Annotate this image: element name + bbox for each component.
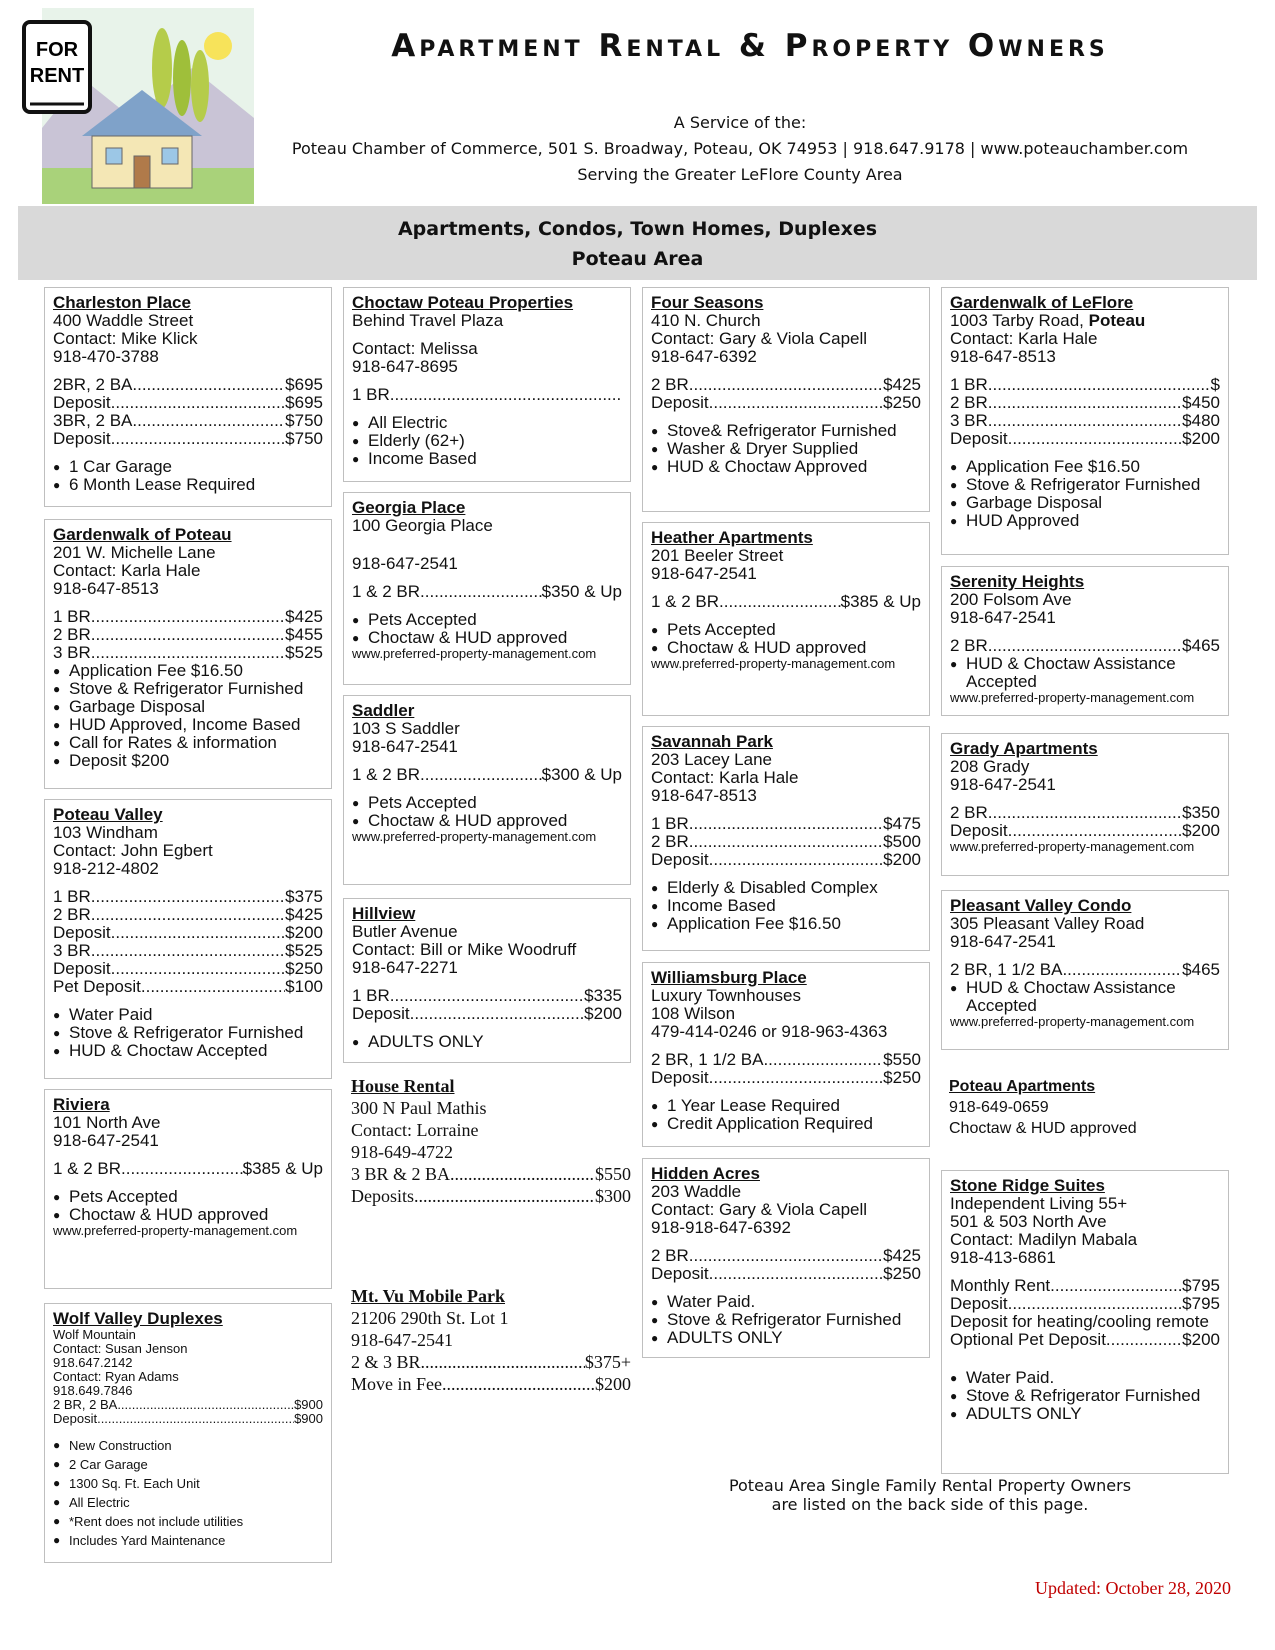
listing-heather [642, 522, 930, 716]
listing-name: Georgia Place [352, 498, 466, 517]
price-row: Deposit ..... $900 [53, 1412, 323, 1426]
price-row: 1 & 2 BR ..... $385 & Up [651, 593, 921, 611]
listing-poteau-apartments [949, 1078, 1229, 1138]
listing-address: 305 Pleasant Valley Road [950, 914, 1145, 933]
listing-contact: Contact: Madilyn Mabala [950, 1230, 1138, 1249]
listing-address: 203 Lacey Lane [651, 750, 772, 769]
feature-list: ● Pets Accepted ● Choctaw & HUD approved [53, 1188, 323, 1224]
listing-address: 21206 290th St. Lot 1 [351, 1308, 509, 1328]
feature-list: ● 1 Car Garage ● 6 Month Lease Required [53, 458, 323, 494]
feature-list: ● Water Paid ● Stove & Refrigerator Furnished ● HUD & Choctaw Accepted [53, 1006, 323, 1060]
listing-name: Charleston Place [53, 293, 191, 312]
website-link[interactable]: www.preferred-property-management.com [352, 646, 597, 661]
price-row: 3BR, 2 BA ..... $750 [53, 412, 323, 430]
listing-address: 400 Waddle Street [53, 311, 194, 330]
listing-poteau-valley [44, 799, 332, 1079]
listing-name: Serenity Heights [950, 572, 1085, 591]
logo-for-text: FOR [35, 39, 79, 61]
listing-choctaw-poteau [343, 287, 631, 482]
price-row: Deposit ..... $250 [651, 394, 921, 412]
listing-phone: 479-414-0246 or 918-963-4363 [651, 1022, 888, 1041]
remote-deposit: Deposit for heating/cooling remote [950, 1312, 1209, 1331]
website-link[interactable]: www.preferred-property-management.com [950, 1014, 1195, 1029]
price-row: 2 BR ..... $500 [651, 833, 921, 851]
listing-contact: Contact: Ryan Adams [53, 1369, 179, 1384]
listing-pleasant-valley [941, 890, 1229, 1050]
feature-list: ● Pets Accepted ● Choctaw & HUD approved [352, 611, 622, 647]
listing-phone: 918-647-8513 [950, 347, 1056, 366]
feature-list: ● HUD & Choctaw Assistance Accepted [950, 979, 1220, 1015]
listing-name: Hillview [352, 904, 416, 923]
feature-list: ● Application Fee $16.50 ● Stove & Refrigerator Furnished ● Garbage Disposal ● HUD Approved, Income Based ● Call for Rates & information ● Deposit $200 [53, 662, 323, 770]
serving-area: Serving the Greater LeFlore County Area [577, 165, 903, 184]
price-row: 2 BR, 1 1/2 BA ..... $465 [950, 961, 1220, 979]
logo-rent-text: RENT [29, 65, 85, 87]
price-row: 3 BR ..... $480 [950, 412, 1220, 430]
listing-phone: 918-649-4722 [351, 1142, 453, 1162]
price-row: 1 BR ..... [352, 386, 622, 404]
price-row: Pet Deposit ..... $100 [53, 978, 323, 996]
listing-charleston [44, 287, 332, 507]
listing-name: Savannah Park [651, 732, 773, 751]
section-title: Apartments, Condos, Town Homes, Duplexes [397, 218, 878, 240]
website-link[interactable]: www.preferred-property-management.com [53, 1223, 298, 1238]
listing-contact: Contact: Bill or Mike Woodruff [352, 940, 577, 959]
listing-address: Luxury Townhouses [651, 986, 801, 1005]
listing-phone: 918-918-647-6392 [651, 1218, 791, 1237]
listing-contact: Contact: Melissa [352, 339, 478, 358]
price-row: Deposit ..... $795 [950, 1295, 1220, 1313]
listing-name: Hidden Acres [651, 1164, 760, 1183]
listing-name: Heather Apartments [651, 528, 813, 547]
listing-riviera [44, 1089, 332, 1289]
listing-name: Saddler [352, 701, 415, 720]
listing-name: Poteau Valley [53, 805, 163, 824]
listing-four-seasons [642, 287, 930, 512]
website-link[interactable]: www.preferred-property-management.com [651, 656, 896, 671]
price-row: 2 BR, 2 BA ..... $900 [53, 1398, 323, 1412]
listing-hidden-acres [642, 1158, 930, 1358]
listing-address: 208 Grady [950, 757, 1030, 776]
listing-phone: 918-647-2541 [950, 932, 1056, 951]
listing-name: Williamsburg Place [651, 968, 807, 987]
listing-phone: 918-647-8513 [53, 579, 159, 598]
listing-note: Choctaw & HUD approved [949, 1120, 1137, 1137]
price-row: 1 & 2 BR ..... $350 & Up [352, 583, 622, 601]
feature-list: ● ADULTS ONLY [352, 1033, 622, 1051]
listing-address: Behind Travel Plaza [352, 311, 504, 330]
price-row: Deposit ..... $750 [53, 430, 323, 448]
price-row: Deposits ..... $300 [351, 1185, 631, 1207]
listing-gardenwalk-leflore [941, 287, 1229, 555]
listing-mt-vu [351, 1285, 631, 1395]
listing-address: 103 S Saddler [352, 719, 460, 738]
price-row: 2 BR ..... $425 [53, 906, 323, 924]
service-of: A Service of the: [673, 113, 807, 132]
price-row: 1 BR ..... $375 [53, 888, 323, 906]
feature-list: ● All Electric ● Elderly (62+) ● Income Based [352, 414, 622, 468]
listing-contact: Contact: Gary & Viola Capell [651, 329, 868, 348]
listing-contact: Contact: Karla Hale [651, 768, 799, 787]
price-row: 3 BR ..... $525 [53, 644, 323, 662]
price-row: 1 BR ..... $425 [53, 608, 323, 626]
listing-contact: Contact: Susan Jenson [53, 1341, 188, 1356]
price-row: 2 & 3 BR ..... $375+ [351, 1351, 631, 1373]
listing-phone: 918.649.7846 [53, 1383, 133, 1398]
updated-date: Updated: October 28, 2020 [1035, 1578, 1231, 1598]
listing-phone: 918-212-4802 [53, 859, 159, 878]
price-row: Move in Fee ..... $200 [351, 1373, 631, 1395]
price-row: Deposit ..... $200 [53, 924, 323, 942]
price-row: 2 BR, 1 1/2 BA ..... $550 [651, 1051, 921, 1069]
listing-name: Mt. Vu Mobile Park [351, 1286, 506, 1306]
listing-address: Independent Living 55+ [950, 1194, 1128, 1213]
feature-list: ● Elderly & Disabled Complex ● Income Based ● Application Fee $16.50 [651, 879, 921, 933]
listing-address: 203 Waddle [651, 1182, 742, 1201]
listing-street: 501 & 503 North Ave [950, 1212, 1107, 1231]
listing-phone: 918-647-2541 [651, 564, 757, 583]
listing-address: 103 Windham [53, 823, 158, 842]
feature-list: ● 1 Year Lease Required ● Credit Application Required [651, 1097, 921, 1133]
listing-phone: 918-647-8513 [651, 786, 757, 805]
listing-address: 300 N Paul Mathis [351, 1098, 487, 1118]
listing-name: Pleasant Valley Condo [950, 896, 1132, 915]
website-link[interactable]: www.preferred-property-management.com [950, 690, 1195, 705]
back-side-note [700, 1476, 1160, 1514]
price-row: 2 BR ..... $350 [950, 804, 1220, 822]
listing-gardenwalk-poteau [44, 519, 332, 789]
listing-contact: Contact: Karla Hale [950, 329, 1098, 348]
price-row: 1 BR ..... $ [950, 376, 1220, 394]
website-link[interactable]: www.preferred-property-management.com [950, 839, 1195, 854]
service-block [260, 110, 1220, 188]
listing-grady [941, 733, 1229, 876]
listing-contact: Contact: Lorraine [351, 1120, 479, 1140]
listing-name: Gardenwalk of Poteau [53, 525, 232, 544]
listing-name: House Rental [351, 1076, 455, 1096]
listing-address: 410 N. Church [651, 311, 761, 330]
listing-phone: 918-647-2541 [352, 737, 458, 756]
listing-address: 200 Folsom Ave [950, 590, 1072, 609]
listing-address: 101 North Ave [53, 1113, 161, 1132]
listing-name: Grady Apartments [950, 739, 1098, 758]
listing-contact: Contact: Karla Hale [53, 561, 201, 580]
listing-address: Wolf Mountain [53, 1327, 136, 1342]
listing-name: Wolf Valley Duplexes [53, 1309, 223, 1328]
listing-name: Choctaw Poteau Properties [352, 293, 574, 312]
listing-wolf-valley [44, 1303, 332, 1563]
listing-phone: 918-647-2541 [53, 1131, 159, 1150]
listing-williamsburg [642, 962, 930, 1147]
listing-phone: 918-647-2541 [950, 608, 1056, 627]
house-illustration [22, 8, 254, 204]
listing-name: Stone Ridge Suites [950, 1176, 1105, 1195]
feature-list: ● Stove& Refrigerator Furnished ● Washer & Dryer Supplied ● HUD & Choctaw Approved [651, 422, 921, 476]
feature-list: ● New Construction ● 2 Car Garage ● 1300 Sq. Ft. Each Unit ● All Electric ● *Rent does not include utilities ● Includes Yard Maintenance [53, 1436, 323, 1550]
price-row: 3 BR & 2 BA ..... $550 [351, 1163, 631, 1185]
feature-list: ● Water Paid. ● Stove & Refrigerator Furnished ● ADULTS ONLY [950, 1369, 1220, 1423]
listing-address: 201 Beeler Street [651, 546, 784, 565]
price-row: 2 BR ..... $465 [950, 637, 1220, 655]
price-row: 2 BR ..... $455 [53, 626, 323, 644]
listing-saddler [343, 695, 631, 885]
listing-address: 1003 Tarby Road, Poteau [950, 311, 1146, 330]
price-row: Optional Pet Deposit ..... $200 [950, 1331, 1220, 1349]
listing-phone: 918-647-2541 [351, 1330, 453, 1350]
listing-street: 108 Wilson [651, 1004, 736, 1023]
for-rent-logo [22, 8, 254, 204]
back-side-note-line2: are listed on the back side of this page. [771, 1495, 1089, 1514]
listing-contact: Contact: John Egbert [53, 841, 213, 860]
listing-hillview [343, 898, 631, 1063]
chamber-info: Poteau Chamber of Commerce, 501 S. Broadway, Poteau, OK 74953 | 918.647.9178 | www.poteauchamber.com [291, 139, 1189, 158]
listing-phone: 918-647-2541 [950, 775, 1056, 794]
price-row: 2 BR ..... $450 [950, 394, 1220, 412]
listing-address: 100 Georgia Place [352, 516, 493, 535]
price-row: 2BR, 2 BA ..... $695 [53, 376, 323, 394]
price-row: Deposit ..... $695 [53, 394, 323, 412]
price-row: Deposit ..... $250 [651, 1069, 921, 1087]
listing-phone: 918.647.2142 [53, 1355, 133, 1370]
listing-phone: 918-647-2541 [352, 554, 458, 573]
price-row: 1 & 2 BR ..... $300 & Up [352, 766, 622, 784]
listing-phone: 918-649-0659 [949, 1099, 1049, 1116]
feature-list: ● Pets Accepted ● Choctaw & HUD approved [352, 794, 622, 830]
listing-stone-ridge [941, 1170, 1229, 1474]
listing-phone: 918-647-6392 [651, 347, 757, 366]
listing-contact: Contact: Gary & Viola Capell [651, 1200, 868, 1219]
price-row: 2 BR ..... $425 [651, 1247, 921, 1265]
listing-phone: 918-413-6861 [950, 1248, 1056, 1267]
back-side-note-line1: Poteau Area Single Family Rental Property Owners [728, 1476, 1132, 1495]
listing-name: Gardenwalk of LeFlore [950, 293, 1134, 312]
listing-address: Butler Avenue [352, 922, 458, 941]
listing-serenity [941, 566, 1229, 716]
feature-list: ● Pets Accepted ● Choctaw & HUD approved [651, 621, 921, 657]
price-row: 2 BR ..... $425 [651, 376, 921, 394]
feature-list: ● Application Fee $16.50 ● Stove & Refrigerator Furnished ● Garbage Disposal ● HUD Approved [950, 458, 1220, 530]
page-title: Apartment Rental & Property Owners [391, 28, 1109, 64]
feature-list: ● Water Paid. ● Stove & Refrigerator Furnished ● ADULTS ONLY [651, 1293, 921, 1347]
listing-name: Four Seasons [651, 293, 764, 312]
listing-name: Riviera [53, 1095, 110, 1114]
listing-georgia [343, 492, 631, 685]
price-row: Deposit ..... $200 [651, 851, 921, 869]
listing-house-rental [351, 1075, 631, 1207]
website-link[interactable]: www.preferred-property-management.com [352, 829, 597, 844]
price-row: 3 BR ..... $525 [53, 942, 323, 960]
price-row: Deposit ..... $200 [352, 1005, 622, 1023]
listing-phone: 918-647-8695 [352, 357, 458, 376]
feature-list: ● HUD & Choctaw Assistance Accepted [950, 655, 1220, 691]
listing-phone: 918-470-3788 [53, 347, 159, 366]
listing-address: 201 W. Michelle Lane [53, 543, 216, 562]
price-row: 1 BR ..... $335 [352, 987, 622, 1005]
listing-phone: 918-647-2271 [352, 958, 458, 977]
price-row: Deposit ..... $250 [651, 1265, 921, 1283]
listing-contact: Contact: Mike Klick [53, 329, 198, 348]
section-subtitle: Poteau Area [571, 248, 704, 270]
listing-name: Poteau Apartments [949, 1078, 1096, 1095]
price-row: Deposit ..... $200 [950, 822, 1220, 840]
price-row: Monthly Rent ..... $795 [950, 1277, 1220, 1295]
price-row: 1 & 2 BR ..... $385 & Up [53, 1160, 323, 1178]
section-band [18, 206, 1257, 280]
price-row: 1 BR ..... $475 [651, 815, 921, 833]
price-row: Deposit ..... $250 [53, 960, 323, 978]
price-row: Deposit ..... $200 [950, 430, 1220, 448]
listing-savannah [642, 726, 930, 951]
